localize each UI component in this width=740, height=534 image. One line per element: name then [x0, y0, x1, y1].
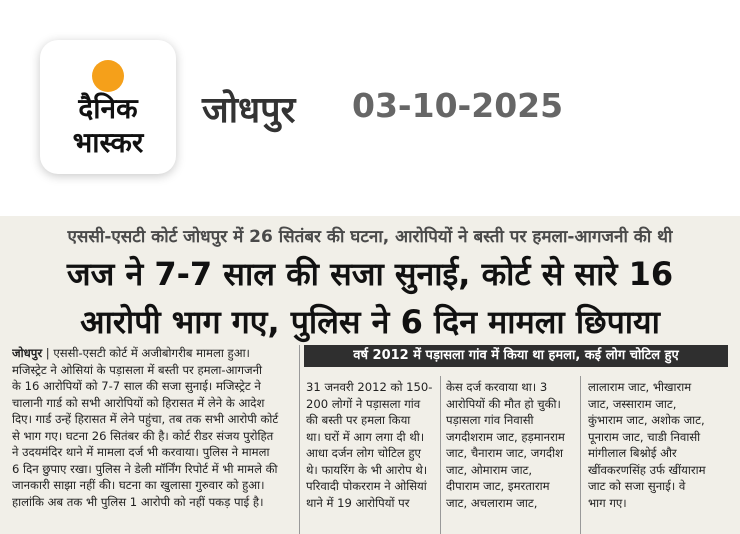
column-divider [440, 376, 441, 534]
body-line: पड़ासला गांव निवासी [446, 413, 534, 427]
body-line: के 16 आरोपियों को 7-7 साल की सजा सुनाई। मजिस्ट्रेट ने [12, 379, 261, 393]
body-line: जाट, ओमाराम जाट, [446, 462, 533, 477]
dainik-bhaskar-logo[interactable] [40, 40, 176, 174]
article-column-3 [446, 379, 572, 511]
article-kicker: एससी-एसटी कोर्ट जोधपुर में 26 सितंबर की घटना, आरोपियों ने बस्ती पर हमला-आगजनी की थी [67, 227, 673, 247]
body-line: जाट को सजा सुनाई। वे [588, 479, 686, 493]
sub-headline: वर्ष 2012 में पड़ासला गांव में किया था हमला, कई लोग चोटिल हुए [304, 345, 728, 367]
body-line: चालानी गार्ड को सभी आरोपियों को हिरासत में लेने के आदेश [12, 395, 265, 410]
body-line: कुंभाराम जाट, अशोक जाट, [588, 413, 705, 427]
body-line: ने उदयमंदिर थाने में मामला दर्ज भी करवाया। पुलिस ने मामला [12, 445, 270, 459]
column-divider [299, 345, 300, 534]
body-line: मजिस्ट्रेट ने ओसियां के पड़ासला में बस्ती पर हमला-आगजनी [12, 362, 263, 377]
headline-line2: आरोपी भाग गए, पुलिस ने 6 दिन मामला छिपाया [80, 303, 660, 341]
body-line: दिए। गार्ड उन्हें हिरासत में लेने पहुंचा, तब तक सभी आरोपी कोर्ट [12, 412, 279, 426]
edition-date: 03-10-2025 [352, 86, 564, 125]
body-line: लालाराम जाट, भीखाराम [588, 380, 692, 394]
body-line: जानकारी साझा नहीं की। घटना का खुलासा गुरुवार को हुआ। [12, 478, 265, 492]
logo-text-line2: भास्कर [72, 126, 144, 159]
body-line: थे। फायरिंग के भी आरोप थे। [306, 462, 428, 477]
body-line: मांगीलाल बिश्नोई और [588, 446, 677, 460]
body-line: 200 लोगों ने पड़ासला गांव [306, 396, 421, 411]
dateline: जोधपुर [12, 346, 43, 360]
body-line: खींवकरणसिंह उर्फ खींयाराम [588, 462, 706, 477]
body-line: था। घरों में आग लगा दी थी। [306, 429, 425, 444]
body-line: | एससी-एसटी कोर्ट में अजीबोगरीब मामला हुआ। [42, 346, 250, 360]
column-divider [580, 376, 581, 534]
body-line: जाट, अचलाराम जाट, [446, 495, 538, 510]
body-line: भाग गए। [588, 495, 627, 510]
body-line: 6 दिन छुपाए रखा। पुलिस ने डेली मॉर्निंग रिपोर्ट में भी मामले की [12, 461, 278, 476]
body-line: से भाग गए। घटना 26 सितंबर की है। कोर्ट रीडर संजय पुरोहित [12, 428, 274, 443]
body-line: हालांकि अब तक भी पुलिस 1 आरोपी को नहीं पकड़ पाई है। [12, 494, 264, 509]
body-line: 31 जनवरी 2012 को 150- [306, 380, 433, 394]
body-line: पूनाराम जाट, चाडी निवासी [588, 429, 701, 444]
body-line: की बस्ती पर हमला किया [306, 413, 411, 427]
article-column-2 [306, 379, 434, 511]
body-line: केस दर्ज करवाया था। 3 [446, 380, 548, 394]
article-column-4 [588, 379, 728, 511]
body-line: परिवादी पोकरराम ने ओसियां [306, 479, 427, 493]
edition-city: जोधपुर [202, 90, 296, 131]
body-line: आधा दर्जन लोग चोटिल हुए [306, 446, 421, 460]
body-line: थाने में 19 आरोपियों पर [306, 495, 410, 510]
headline-line1: जज ने 7-7 साल की सजा सुनाई, कोर्ट से सारे 16 [66, 255, 674, 293]
body-line: आरोपियों की मौत हो चुकी। [446, 396, 561, 411]
article-column-1 [12, 345, 295, 510]
body-line: दीपाराम जाट, इमरताराम [446, 479, 550, 493]
body-line: जाट, जस्साराम जाट, [588, 396, 677, 411]
body-line: जाट, चैनाराम जाट, जगदीश [446, 446, 563, 460]
news-clipping [0, 216, 740, 534]
sun-icon [92, 60, 124, 92]
body-line: जगदीशराम जाट, हड़मानराम [446, 429, 565, 444]
header [0, 0, 740, 210]
logo-text-line1: दैनिक [78, 92, 138, 125]
